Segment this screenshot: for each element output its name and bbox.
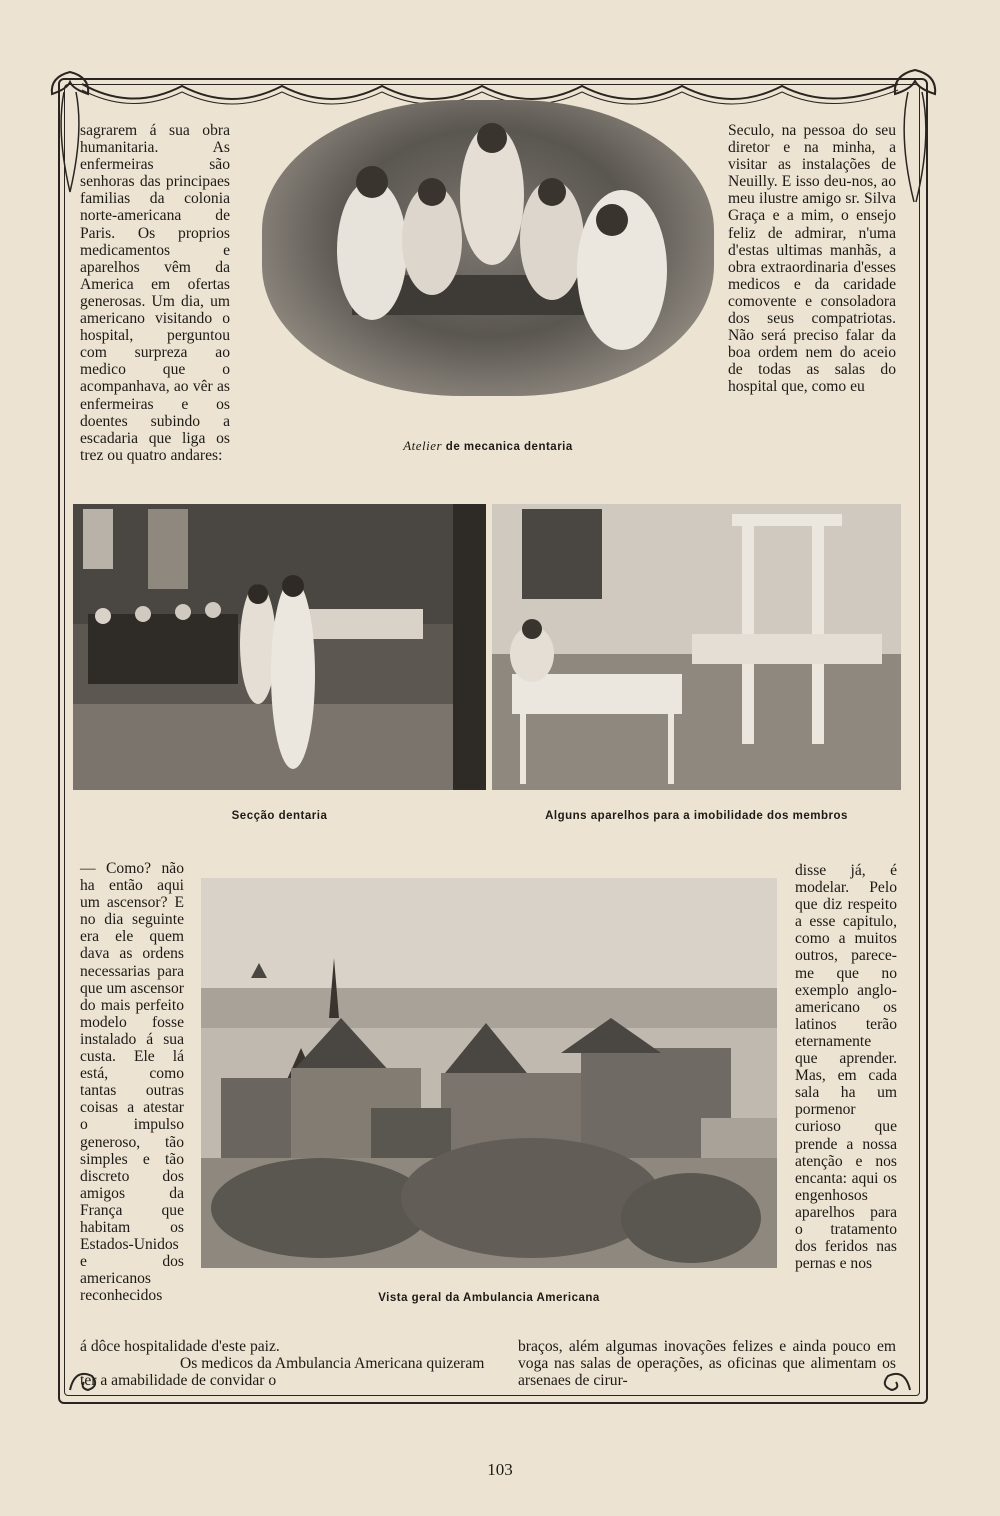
page-number: 103 <box>487 1460 513 1479</box>
photo-ambulance-panorama <box>201 878 777 1268</box>
article-text-col3-bottom: disse já, é modelar. Pelo que diz respeito a esse capitulo, como a muitos outros, parece-me que no exemplo anglo-americano os latinos terão eternamente que aprender. Mas, em cada sala ha um pormenor curioso que prende a nossa atenção e nos encanta: aqui os engenhosos aparelhos para o tratamento dos feridos nas pernas e nos <box>795 862 897 1273</box>
photo-dental-section <box>73 504 486 790</box>
photo-dental-mechanics-atelier <box>262 100 714 396</box>
article-text-col1-bottom: — Como? não ha então aqui um ascensor? E no dia seguinte era ele quem dava as ordens necessarias para que um ascensor do mais perfeito modelo fosse instalado á sua custa. Ele lá está, como tantas outras coisas a atestar o impulso generoso, tão simples e tão discreto dos amigos da França que habitam os Estados-Unidos e dos americanos reconhecidos <box>80 860 184 1305</box>
article-text-col1-top: sagrarem á sua obra humanitaria. As enfermeiras são senhoras das principaes familias da colonia norte-americana de Paris. Os proprios medicamentos e aparelhos vêm da America em ofertas generosas. Um dia, um americano visitando o hospital, perguntou com surpreza ao medico que o acompanhava, ao vêr as enfermeiras e os doentes subindo a escadaria que liga os trez ou quatro andares: <box>80 122 230 464</box>
photo-limb-immobility-apparatus <box>492 504 901 790</box>
caption-panorama: Vista geral da Ambulancia Americana <box>378 1292 600 1304</box>
caption-limb-apparatus: Alguns aparelhos para a imobilidade dos membros <box>545 810 848 822</box>
article-text-col3-bottom-wide: braços, além algumas inovações felizes e ainda pouco em voga nas salas de operações, as oficinas que alimentam os arsenaes de cirur- <box>518 1338 896 1390</box>
caption-atelier: Atelier de mecanica dentaria <box>403 438 573 453</box>
article-text-col1-bottom-wide: á dôce hospitalidade d'este paiz. Os medicos da Ambulancia Americana quizeram ter a amabilidade de convidar o <box>80 1338 485 1390</box>
caption-dental-section: Secção dentaria <box>231 810 328 822</box>
article-text-col3-top: Seculo, na pessoa do seu diretor e na minha, a visitar as instalações de Neuilly. E isso deu-nos, ao meu ilustre amigo sr. Silva Graça e a mim, o ensejo feliz de admirar, n'uma d'estas ultimas manhãs, a obra extraordinaria d'esses medicos e da caridade comovente e consoladora dos seus compatriotas. Não será preciso falar da boa ordem nem do aceio de todas as salas do hospital que, como eu <box>728 122 896 396</box>
